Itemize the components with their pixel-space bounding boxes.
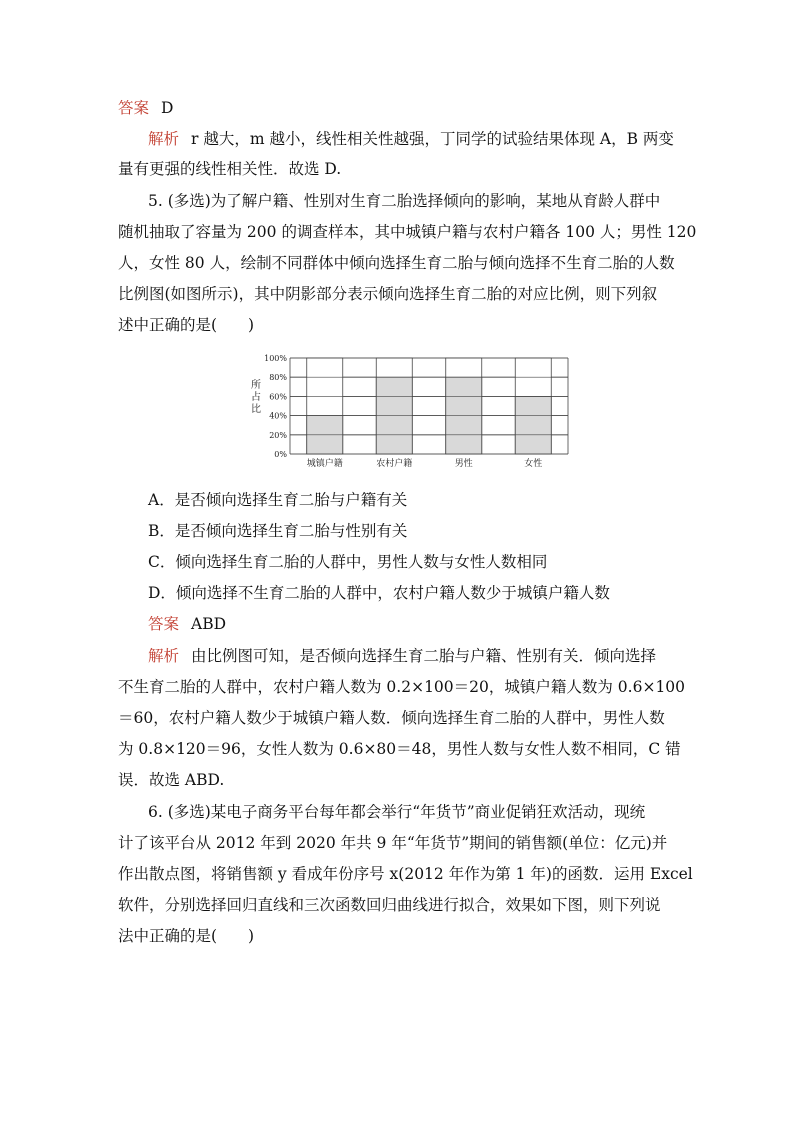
analysis-label: 解析 [148,130,180,148]
option-b: B．是否倾向选择生育二胎与性别有关 [148,522,408,540]
answer-1 [118,98,173,118]
q5-line-4: 比例图(如图所示)，其中阴影部分表示倾向选择生育二胎的对应比例，则下列叙 [118,285,658,303]
q5-line-3: 人，女性 80 人，绘制不同群体中倾向选择生育二胎与倾向选择不生育二胎的人数 [118,254,675,272]
q6-line-2: 计了该平台从 2012 年到 2020 年共 9 年“年货节”期间的销售额(单位：亿元)并 [118,834,668,852]
analysis-label: 解析 [148,647,180,665]
y-axis-label-char: 所 [251,380,261,391]
bar-shaded [515,396,551,454]
q6-line-4: 软件，分别选择回归直线和三次函数回归曲线进行拟合，效果如下图，则下列说 [118,896,661,914]
x-tick-label: 城镇户籍 [306,459,343,469]
answer-label: 答案 [118,99,150,117]
proportion-bar-chart [248,350,578,475]
y-axis-label-char: 比 [251,404,261,415]
x-tick-label: 男性 [454,459,473,469]
y-tick-label: 100% [264,354,287,363]
q6-line-1: 6. (多选)某电子商务平台每年都会举行“年货节”商业促销狂欢活动，现统 [148,803,646,821]
x-tick-label: 女性 [524,459,543,469]
x-tick-labels [307,457,543,469]
answer-value: ABD [191,615,227,633]
analysis-1-line-2: 量有更强的线性相关性．故选 D. [118,160,342,178]
y-tick-label: 20% [269,430,287,440]
bars [290,358,568,454]
q5-line-5: 述中正确的是( ) [118,316,255,334]
q6-line-3: 作出散点图，将销售额 y 看成年份序号 x(2012 年作为第 1 年)的函数．运用 Excel [118,865,693,883]
x-tick-label: 农村户籍 [376,459,413,469]
y-axis-label-char: 占 [251,392,261,403]
option-c: C．倾向选择生育二胎的人群中，男性人数与女性人数相同 [148,553,548,571]
y-tick-label: 0% [274,450,287,459]
q6-line-5: 法中正确的是( ) [118,927,255,945]
y-tick-label: 60% [269,392,287,402]
y-axis-label [251,379,261,415]
answer-label: 答案 [148,615,180,633]
analysis-2-line-2: 不生育二胎的人群中，农村户籍人数为 0.2×100＝20，城镇户籍人数为 0.6×100 [118,678,686,696]
q5-line-2: 随机抽取了容量为 200 的调查样本，其中城镇户籍与农村户籍各 100 人；男性 120 [118,223,697,241]
option-d: D．倾向选择不生育二胎的人群中，农村户籍人数少于城镇户籍人数 [148,584,610,602]
y-tick-labels [264,354,287,459]
answer-2 [148,614,226,634]
analysis-1-line-1: 解析 r 越大，m 越小，线性相关性越强，丁同学的试验结果体现 A，B 两变 [148,130,674,148]
analysis-2-line-4: 为 0.8×120＝96，女性人数为 0.6×80＝48，男性人数与女性人数不相同，C 错 [118,740,681,758]
q5-line-1: 5. (多选)为了解户籍、性别对生育二胎选择倾向的影响，某地从育龄人群中 [148,192,661,210]
analysis-2-line-5: 误．故选 ABD. [118,771,225,789]
y-tick-label: 40% [269,411,287,421]
analysis-2-line-3: ＝60，农村户籍人数少于城镇户籍人数．倾向选择生育二胎的人群中，男性人数 [118,709,665,727]
analysis-2-line-1: 解析 由比例图可知，是否倾向选择生育二胎与户籍、性别有关．倾向选择 [148,647,657,665]
answer-value: D [161,99,174,117]
option-a: A．是否倾向选择生育二胎与户籍有关 [148,491,408,509]
y-tick-label: 80% [269,373,287,383]
